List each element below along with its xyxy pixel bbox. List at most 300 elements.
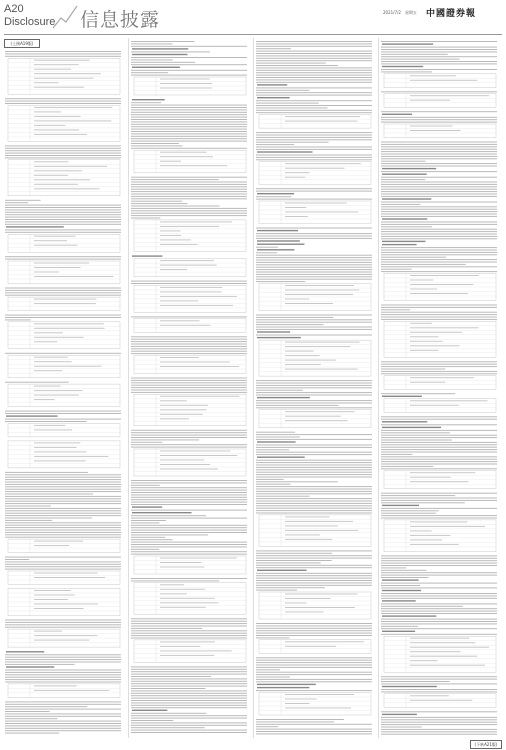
table-cell-text [160, 244, 198, 245]
body-text-line [131, 718, 247, 719]
body-text-line [256, 395, 372, 396]
table-cell-text [410, 350, 439, 351]
body-text-line [381, 71, 432, 72]
body-text-line [381, 254, 497, 255]
table-cell-text [160, 287, 222, 288]
table-cell-text [410, 75, 456, 76]
body-text-line [256, 238, 372, 239]
table-cell-text [285, 646, 336, 647]
table-cell-text [410, 126, 452, 127]
body-text-line [256, 41, 372, 42]
body-text-line [5, 496, 121, 497]
table-cell-text [34, 64, 79, 65]
column-text-lines [130, 38, 249, 738]
body-text-line [381, 122, 497, 123]
table-cell-text [34, 386, 61, 387]
body-text-line [5, 209, 121, 210]
body-text-line [256, 633, 372, 634]
paragraph-heading-line [382, 218, 427, 219]
body-text-line [381, 572, 497, 573]
body-text-line [381, 623, 497, 624]
table-cell-text [410, 400, 487, 401]
body-text-line [381, 177, 497, 178]
body-text-line [381, 186, 497, 187]
body-text-line [256, 434, 372, 435]
body-text-line [131, 480, 247, 481]
body-text-line [131, 114, 247, 115]
body-text-line [5, 155, 121, 156]
body-text-line [256, 82, 372, 83]
body-text-line [381, 619, 497, 620]
table-cell-text [285, 534, 320, 535]
table-cell-text [410, 95, 489, 96]
paragraph-heading-line [257, 97, 290, 98]
body-text-line [5, 53, 121, 54]
body-text-line [381, 500, 497, 501]
table-cell-text [160, 593, 187, 594]
body-text-line [5, 214, 121, 215]
body-text-line [5, 477, 121, 478]
table-cell-text [410, 341, 443, 342]
table-cell-text [410, 695, 449, 696]
table-cell-text [285, 172, 309, 173]
body-text-line [5, 664, 75, 665]
table-cell-text [34, 599, 68, 600]
column-divider [128, 38, 129, 738]
body-text-line [381, 196, 497, 197]
table-cell-text [285, 177, 305, 178]
column-text-lines [4, 38, 123, 738]
body-text-line [381, 317, 497, 318]
body-text-line [256, 508, 372, 509]
paragraph-heading-line [257, 337, 301, 338]
body-text-line [256, 432, 295, 433]
body-text-line [5, 491, 121, 492]
body-text-line [131, 504, 247, 505]
body-text-line [256, 562, 321, 563]
body-text-line [5, 513, 121, 514]
body-text-line [131, 341, 247, 342]
body-text-line [381, 171, 497, 172]
body-text-line [381, 161, 426, 162]
body-text-line [131, 527, 247, 528]
body-text-line [381, 247, 497, 248]
body-text-line [256, 721, 334, 722]
paragraph-heading-line [132, 512, 192, 513]
paragraph-heading-line [382, 615, 436, 616]
body-text-line [131, 707, 247, 708]
paragraph-heading-line [382, 631, 415, 632]
body-text-line [131, 534, 208, 535]
body-text-line [131, 43, 172, 44]
body-text-line [256, 327, 372, 328]
body-text-line [381, 567, 406, 568]
table-cell-text [410, 80, 477, 81]
table-cell-text [160, 655, 214, 656]
body-text-line [131, 630, 247, 631]
table-cell-text [410, 405, 459, 406]
body-text-line [131, 492, 247, 493]
body-text-line [256, 729, 372, 730]
paragraph-heading-line [257, 570, 307, 571]
body-text-line [381, 142, 497, 143]
body-text-line [381, 257, 446, 258]
body-text-line [381, 613, 497, 614]
body-text-line [381, 508, 497, 509]
body-text-line [256, 60, 372, 61]
table-cell-text [410, 651, 460, 652]
table-cell-text [34, 361, 72, 362]
body-text-line [131, 107, 247, 108]
table-cell-text [34, 451, 86, 452]
body-text-line [131, 281, 247, 282]
body-text-line [256, 665, 372, 666]
body-text-line [256, 439, 372, 440]
body-text-line [5, 672, 121, 673]
body-text-line [256, 53, 372, 54]
paragraph-heading-line [382, 427, 441, 428]
body-text-line [381, 598, 497, 599]
body-text-line [131, 148, 247, 149]
body-text-line [5, 148, 121, 149]
body-text-line [5, 627, 121, 628]
body-text-line [5, 679, 121, 680]
body-text-line [256, 452, 372, 453]
body-text-line [5, 503, 121, 504]
table-cell-text [285, 594, 357, 595]
table-cell-text [34, 608, 84, 609]
table-cell-text [34, 640, 89, 641]
body-text-line [381, 495, 455, 496]
paragraph-heading-line [382, 505, 419, 506]
body-text-line [131, 57, 247, 58]
table-cell-text [34, 184, 78, 185]
body-text-line [256, 575, 372, 576]
body-text-line [131, 580, 219, 581]
body-text-line [131, 186, 247, 187]
table-cell-text [160, 291, 222, 292]
body-text-line [131, 41, 194, 42]
body-text-line [256, 112, 372, 113]
body-text-line [131, 432, 247, 433]
body-text-line [256, 264, 372, 265]
table-cell-text [160, 265, 217, 266]
body-text-line [256, 383, 372, 384]
body-text-line [381, 468, 497, 469]
body-text-line [256, 48, 291, 49]
paragraph-heading-line [132, 710, 167, 711]
body-text-line [256, 558, 372, 559]
paragraph-heading-line [382, 244, 417, 245]
table-cell-text [34, 635, 97, 636]
body-text-line [131, 70, 247, 71]
body-text-line [131, 678, 247, 679]
body-text-line [131, 430, 247, 431]
body-text-line [256, 496, 310, 497]
body-text-line [131, 633, 247, 634]
table-cell-text [34, 161, 68, 162]
body-text-line [381, 393, 455, 394]
body-text-line [381, 676, 497, 677]
table-cell-text [34, 116, 81, 117]
body-text-line [131, 628, 202, 629]
paragraph-heading-line [6, 666, 54, 667]
paragraph-heading-line [382, 600, 416, 601]
body-text-line [256, 630, 372, 631]
table-cell-text [34, 442, 80, 443]
paragraph-heading-line [257, 151, 313, 152]
body-text-line [131, 348, 247, 349]
table-block [259, 162, 371, 185]
table-cell-text [410, 544, 459, 545]
body-text-line [381, 202, 497, 203]
column-text-lines [380, 38, 499, 738]
body-text-line [381, 238, 497, 239]
body-text-line [256, 75, 372, 76]
body-text-line [5, 153, 121, 154]
body-text-line [381, 364, 497, 365]
text-column-2 [130, 38, 249, 738]
table-cell-text [34, 111, 61, 112]
table-cell-text [160, 469, 218, 470]
table-cell-text [34, 573, 98, 574]
body-text-line [131, 635, 247, 636]
table-cell-text [160, 221, 232, 222]
body-text-line [256, 445, 372, 446]
body-text-line [131, 732, 247, 733]
body-text-line [256, 484, 290, 485]
body-text-line [381, 430, 497, 431]
table-cell-text [410, 665, 485, 666]
body-text-line [381, 236, 497, 237]
body-text-line [5, 682, 121, 683]
page-code: A20 [4, 3, 24, 15]
body-text-line [256, 679, 372, 680]
body-text-line [256, 191, 372, 192]
body-text-line [131, 666, 247, 667]
body-text-line [256, 247, 278, 248]
body-text-line [131, 194, 247, 195]
body-text-line [381, 117, 497, 118]
body-text-line [5, 232, 121, 233]
body-text-line [381, 56, 497, 57]
body-text-line [5, 674, 121, 675]
body-text-line [131, 133, 247, 134]
body-text-line [256, 335, 372, 336]
table-cell-text [285, 121, 357, 122]
body-text-line [256, 447, 372, 448]
body-text-line [256, 513, 372, 514]
body-text-line [381, 689, 497, 690]
body-text-line [131, 693, 247, 694]
body-text-line [381, 151, 497, 152]
trend-line-icon [52, 4, 78, 30]
body-text-line [256, 276, 372, 277]
body-text-line [381, 319, 497, 320]
body-text-line [256, 567, 372, 568]
table-cell-text [34, 456, 108, 457]
body-text-line [5, 527, 121, 528]
table-cell-text [160, 83, 212, 84]
body-text-line [5, 718, 57, 719]
body-text-line [381, 606, 463, 607]
paragraph-heading-line [257, 240, 300, 241]
body-text-line [256, 67, 372, 68]
body-text-line [131, 444, 247, 445]
table-cell-text [34, 545, 69, 546]
paragraph-heading-line [382, 241, 425, 242]
body-text-line [381, 722, 497, 723]
body-text-line [256, 479, 284, 480]
body-text-line [131, 437, 247, 438]
column-divider [378, 38, 379, 738]
body-text-line [256, 635, 372, 636]
table-cell-text [34, 107, 112, 108]
body-text-line [381, 259, 497, 260]
body-text-line [131, 515, 206, 516]
body-text-line [5, 510, 121, 511]
paragraph-heading-line [382, 66, 423, 67]
body-text-line [131, 683, 247, 684]
body-text-line [5, 518, 92, 519]
paragraph-heading-line [6, 415, 58, 416]
body-text-line [381, 63, 497, 64]
body-text-line [131, 676, 211, 677]
body-text-line [381, 558, 497, 559]
body-text-line [256, 477, 372, 478]
body-text-line [256, 324, 324, 325]
table-cell-text [410, 289, 437, 290]
table-cell-text [34, 120, 111, 121]
table-cell-text [34, 166, 107, 167]
body-text-line [381, 222, 497, 223]
body-text-line [381, 119, 497, 120]
body-text-line [381, 585, 420, 586]
column-text-lines [255, 38, 374, 738]
body-text-line [256, 491, 372, 492]
body-text-line [5, 217, 121, 218]
table-cell-text [410, 656, 477, 657]
body-text-line [131, 46, 247, 47]
table-cell-text [34, 82, 59, 83]
table-cell-text [160, 366, 239, 367]
table-cell-text [410, 275, 479, 276]
body-text-line [381, 513, 436, 514]
body-text-line [256, 690, 372, 691]
body-text-line [256, 132, 372, 133]
body-text-line [256, 460, 372, 461]
body-text-line [256, 465, 372, 466]
body-text-line [256, 147, 372, 148]
body-text-line [256, 135, 372, 136]
body-text-line [131, 490, 247, 491]
table-cell-text [34, 604, 98, 605]
body-text-line [381, 719, 497, 720]
body-text-line [256, 233, 372, 234]
body-text-line [256, 79, 372, 80]
table-cell-text [285, 355, 320, 356]
body-text-line [256, 159, 372, 160]
body-text-line [256, 733, 372, 734]
table-block [134, 150, 246, 173]
body-text-line [5, 51, 121, 52]
table-cell-text [410, 477, 451, 478]
body-text-line [256, 582, 372, 583]
body-text-line [5, 259, 121, 260]
body-text-line [256, 107, 328, 108]
body-text-line [131, 177, 247, 178]
body-text-line [381, 731, 497, 732]
body-text-line [131, 109, 247, 110]
table-cell-text [34, 390, 83, 391]
body-text-line [131, 702, 247, 703]
body-text-line [5, 730, 121, 731]
body-text-line [5, 508, 121, 509]
table-cell-text [285, 168, 345, 169]
body-text-line [5, 315, 121, 316]
body-text-line [381, 518, 497, 519]
table-cell-text [34, 73, 101, 74]
body-text-line [256, 462, 372, 463]
body-text-line [5, 317, 121, 318]
table-cell-text [160, 405, 208, 406]
body-text-line [256, 387, 372, 388]
table-cell-text [160, 362, 230, 363]
body-text-line [5, 534, 121, 535]
body-text-line [256, 58, 372, 59]
body-text-line [381, 194, 497, 195]
body-text-line [381, 54, 448, 55]
body-text-line [256, 625, 372, 626]
body-text-line [131, 346, 247, 347]
table-cell-text [34, 395, 79, 396]
body-text-line [381, 447, 497, 448]
body-text-line [131, 336, 247, 337]
body-text-line [381, 206, 497, 207]
body-text-line [131, 497, 247, 498]
body-text-line [256, 573, 372, 574]
body-text-line [5, 498, 121, 499]
table-cell-text [34, 78, 93, 79]
body-text-line [131, 75, 247, 76]
body-text-line [381, 373, 497, 374]
body-text-line [381, 47, 497, 48]
body-text-line [131, 522, 159, 523]
table-cell-text [410, 332, 462, 333]
body-text-line [381, 369, 445, 370]
body-text-line [256, 319, 372, 320]
table-cell-text [285, 203, 347, 204]
body-text-line [131, 339, 247, 340]
table-cell-text [34, 299, 96, 300]
body-text-line [256, 578, 372, 579]
paragraph-heading-line [257, 244, 304, 245]
body-text-line [256, 137, 372, 138]
body-text-line [131, 542, 247, 543]
body-text-line [381, 628, 497, 629]
table-cell-text [34, 267, 80, 268]
body-text-line [256, 669, 280, 670]
body-text-line [131, 51, 210, 52]
paragraph-heading-line [257, 230, 298, 231]
table-cell-text [160, 414, 203, 415]
table-cell-text [34, 69, 71, 70]
body-text-line [131, 126, 247, 127]
body-text-line [256, 662, 372, 663]
page-header [0, 0, 506, 34]
table-cell-text [160, 235, 181, 236]
body-text-line [131, 700, 247, 701]
